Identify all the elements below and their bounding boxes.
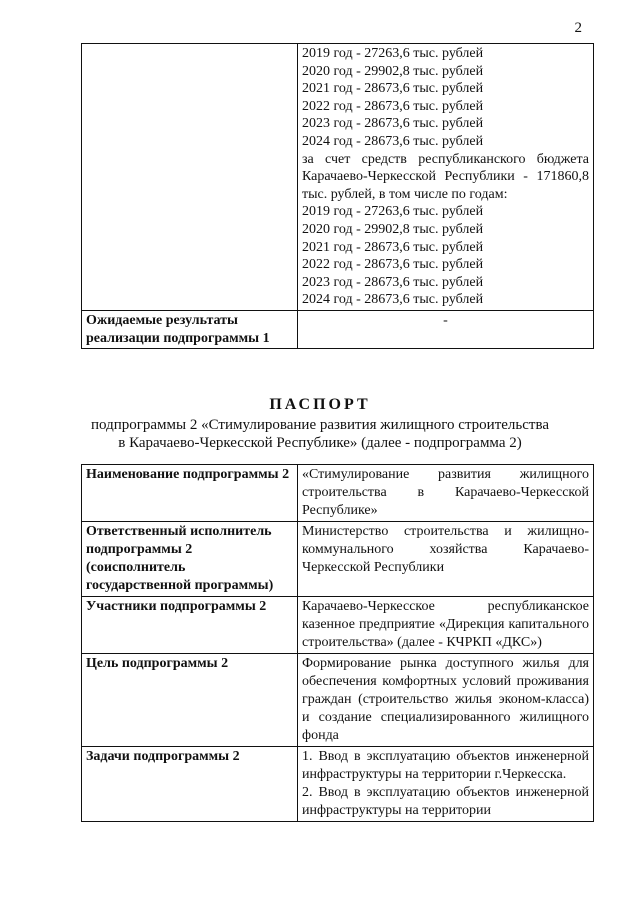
task-item: 1. Ввод в эксплуатацию объектов инженерной инфраструктуры на территории г.Черкесска. bbox=[302, 749, 589, 782]
passport-subtitle bbox=[0, 416, 640, 452]
passport-subtitle-line2: в Карачаево-Черкесской Республике» (далее - подпрограмма 2) bbox=[118, 435, 522, 451]
passport-table bbox=[81, 464, 594, 822]
page-number: 2 bbox=[574, 20, 582, 36]
year-line: 2019 год - 27263,6 тыс. рублей bbox=[302, 46, 484, 61]
funding-row bbox=[82, 44, 594, 311]
row-label: Наименование подпрограммы 2 bbox=[82, 465, 298, 522]
year-line: 2024 год - 28673,6 тыс. рублей bbox=[302, 292, 484, 308]
task-item: 2. Ввод в эксплуатацию объектов инженерной инфраструктуры на территории bbox=[302, 785, 589, 818]
passport-row-participants bbox=[82, 597, 594, 654]
passport-row-tasks bbox=[82, 747, 594, 822]
year-line: 2022 год - 28673,6 тыс. рублей bbox=[302, 257, 484, 273]
expected-results-value: - bbox=[298, 310, 594, 348]
year-line: 2019 год - 27263,6 тыс. рублей bbox=[302, 204, 484, 220]
funding-table bbox=[81, 43, 594, 349]
passport-title: ПАСПОРТ bbox=[269, 396, 371, 413]
passport-subtitle-line1: подпрограммы 2 «Стимулирование развития жилищного строительства bbox=[90, 417, 550, 433]
row-value: Карачаево-Черкесское республиканское казенное предприятие «Дирекция капитального строительства» (далее - КЧРКП «ДКС») bbox=[298, 597, 594, 654]
passport-row-name bbox=[82, 465, 594, 522]
passport-row-goal bbox=[82, 654, 594, 747]
row-value: «Стимулирование развития жилищного строительства в Карачаево-Черкесской Республике» bbox=[298, 465, 594, 522]
expected-results-label: Ожидаемые результаты реализации подпрограммы 1 bbox=[82, 310, 298, 348]
year-line: 2020 год - 29902,8 тыс. рублей bbox=[302, 221, 484, 237]
row-label: Участники подпрограммы 2 bbox=[82, 597, 298, 654]
row-label: Ответственный исполнитель подпрограммы 2 (соисполнитель государственной программы) bbox=[82, 522, 298, 597]
year-line: 2021 год - 28673,6 тыс. рублей bbox=[302, 81, 484, 97]
funding-label-cell bbox=[82, 44, 298, 311]
row-value: Министерство строительства и жилищно-коммунального хозяйства Карачаево-Черкесской Республики bbox=[298, 522, 594, 597]
year-line: 2020 год - 29902,8 тыс. рублей bbox=[302, 63, 484, 79]
year-line: 2023 год - 28673,6 тыс. рублей bbox=[302, 274, 484, 290]
passport-row-executor bbox=[82, 522, 594, 597]
year-line: 2022 год - 28673,6 тыс. рублей bbox=[302, 98, 484, 114]
row-value bbox=[298, 747, 594, 822]
expected-results-row bbox=[82, 310, 594, 348]
year-line: 2023 год - 28673,6 тыс. рублей bbox=[302, 116, 484, 132]
row-label: Задачи подпрограммы 2 bbox=[82, 747, 298, 822]
year-line: 2024 год - 28673,6 тыс. рублей bbox=[302, 133, 484, 149]
row-label: Цель подпрограммы 2 bbox=[82, 654, 298, 747]
row-value: Формирование рынка доступного жилья для обеспечения комфортных условий проживания граждан (строительство жилья эконом-класса) и создание специализированного жилищного фонда bbox=[298, 654, 594, 747]
year-line: 2021 год - 28673,6 тыс. рублей bbox=[302, 239, 484, 255]
funding-value-cell bbox=[298, 44, 594, 311]
budget-text: за счет средств республиканского бюджета Карачаево-Черкесской Республики - 171860,8 тыс. рублей, в том числе по годам: bbox=[302, 151, 589, 202]
